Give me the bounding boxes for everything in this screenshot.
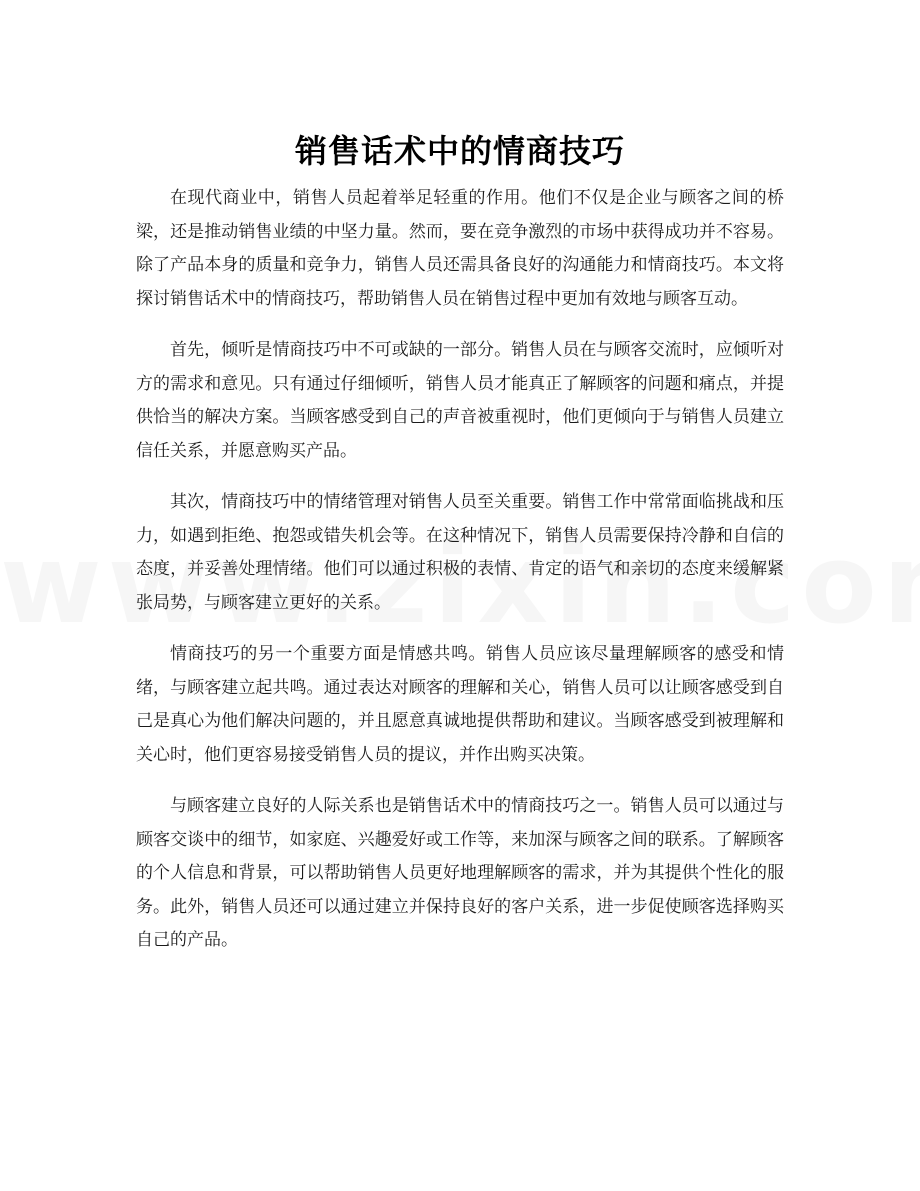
paragraph-2: 首先，倾听是情商技巧中不可或缺的一部分。销售人员在与顾客交流时，应倾听对方的需求和意见。只有通过仔细倾听，销售人员才能真正了解顾客的问题和痛点，并提供恰当的解决方案。当顾客感受到自己的声音被重视时，他们更倾向于与销售人员建立信任关系，并愿意购买产品。 <box>136 340 784 461</box>
paragraph-5: 与顾客建立良好的人际关系也是销售话术中的情商技巧之一。销售人员可以通过与顾客交谈中的细节，如家庭、兴趣爱好或工作等，来加深与顾客之间的联系。了解顾客的个人信息和背景，可以帮助销售人员更好地理解顾客的需求，并为其提供个性化的服务。此外，销售人员还可以通过建立并保持良好的客户关系，进一步促使顾客选择购买自己的产品。 <box>136 796 784 950</box>
document-body <box>136 182 784 976</box>
document-title: 销售话术中的情商技巧 <box>294 132 625 171</box>
paragraph-4: 情商技巧的另一个重要方面是情感共鸣。销售人员应该尽量理解顾客的感受和情绪，与顾客建立起共鸣。通过表达对顾客的理解和关心，销售人员可以让顾客感受到自己是真心为他们解决问题的，并且愿意真诚地提供帮助和建议。当顾客感受到被理解和关心时，他们更容易接受销售人员的提议，并作出购买决策。 <box>136 644 784 765</box>
paragraph-3: 其次，情商技巧中的情绪管理对销售人员至关重要。销售工作中常常面临挑战和压力，如遇到拒绝、抱怨或错失机会等。在这种情况下，销售人员需要保持冷静和自信的态度，并妥善处理情绪。他们可以通过积极的表情、肯定的语气和亲切的态度来缓解紧张局势，与顾客建立更好的关系。 <box>136 492 784 613</box>
paragraph-1: 在现代商业中，销售人员起着举足轻重的作用。他们不仅是企业与顾客之间的桥梁，还是推动销售业绩的中坚力量。然而，要在竞争激烈的市场中获得成功并不容易。除了产品本身的质量和竞争力，销售人员还需具备良好的沟通能力和情商技巧。本文将探讨销售话术中的情商技巧，帮助销售人员在销售过程中更加有效地与顾客互动。 <box>136 188 784 309</box>
